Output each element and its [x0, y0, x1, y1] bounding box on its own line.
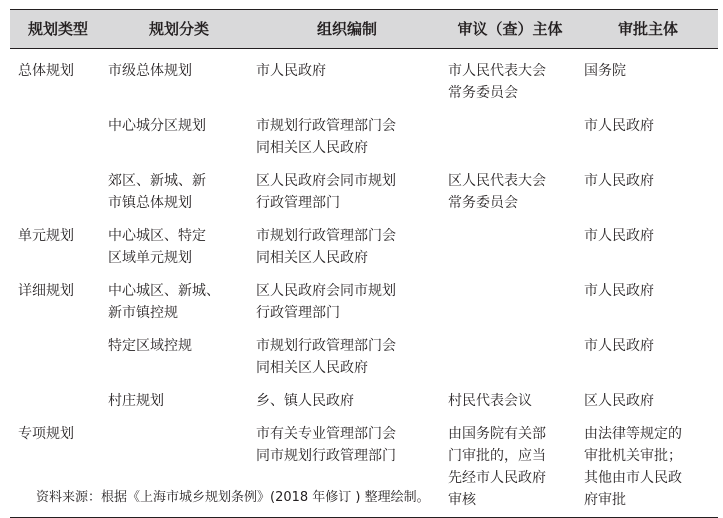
cell-review-body	[442, 324, 578, 379]
table-row	[10, 104, 718, 159]
cell-review-body: 由国务院有关部 门审批的，应当 先经市人民政府 审核	[442, 412, 578, 518]
source-note: 资料来源：根据《上海市城乡规划条例》(2018 年修订 ) 整理绘制。	[36, 490, 430, 505]
cell-organizer: 区人民政府会同市规划 行政管理部门	[256, 173, 396, 211]
cell-approval-body: 市人民政府	[584, 228, 654, 244]
cell-planning-category: 中心城区、新城、 新市镇控规	[108, 283, 220, 321]
cell-planning-type	[10, 379, 106, 412]
cell-approval-body: 市人民政府	[584, 283, 654, 299]
table-row	[10, 379, 718, 412]
cell-approval-body: 市人民政府	[584, 338, 654, 354]
cell-organizer: 市规划行政管理部门会 同相关区人民政府	[256, 228, 396, 266]
planning-table	[10, 9, 718, 518]
header-approval-body: 审批主体	[578, 10, 718, 49]
cell-organizer: 乡、镇人民政府	[256, 393, 354, 409]
cell-approval-body: 由法律等规定的 审批机关审批； 其他由市人民政 府审批	[578, 412, 718, 518]
cell-planning-category: 郊区、新城、新 市镇总体规划	[108, 173, 206, 211]
header-planning-type: 规划类型	[10, 10, 106, 49]
cell-approval-body: 市人民政府	[584, 173, 654, 189]
cell-review-body: 区人民代表大会 常务委员会	[448, 173, 546, 211]
cell-planning-category: 村庄规划	[108, 393, 164, 409]
table-row	[10, 159, 718, 214]
table-header-row	[10, 10, 718, 49]
header-organizer: 组织编制	[252, 10, 442, 49]
table-row	[10, 214, 718, 269]
cell-planning-category: 特定区域控规	[108, 338, 192, 354]
cell-organizer: 市规划行政管理部门会 同相关区人民政府	[256, 338, 396, 376]
cell-organizer: 市有关专业管理部门会 同市规划行政管理部门	[252, 412, 442, 518]
cell-planning-type	[10, 104, 106, 159]
cell-planning-type	[10, 159, 106, 214]
cell-review-body: 村民代表会议	[448, 393, 532, 409]
cell-organizer: 区人民政府会同市规划 行政管理部门	[256, 283, 396, 321]
cell-planning-type	[10, 324, 106, 379]
table-row	[10, 269, 718, 324]
cell-planning-type: 总体规划	[18, 63, 74, 79]
table-row	[10, 49, 718, 105]
cell-approval-body: 市人民政府	[584, 118, 654, 134]
cell-review-body: 市人民代表大会 常务委员会	[448, 63, 546, 101]
header-planning-category: 规划分类	[106, 10, 252, 49]
cell-approval-body: 国务院	[584, 63, 626, 79]
cell-organizer: 市人民政府	[256, 63, 326, 79]
cell-planning-category: 中心城分区规划	[108, 118, 206, 134]
cell-planning-type: 单元规划	[18, 228, 74, 244]
cell-organizer: 市规划行政管理部门会 同相关区人民政府	[256, 118, 396, 156]
cell-approval-body: 区人民政府	[584, 393, 654, 409]
cell-planning-category: 中心城区、特定 区域单元规划	[108, 228, 206, 266]
cell-planning-type: 专项规划	[10, 412, 106, 518]
cell-review-body	[442, 104, 578, 159]
cell-review-body	[442, 214, 578, 269]
table-row	[10, 324, 718, 379]
cell-planning-category: 市级总体规划	[108, 63, 192, 79]
header-review-body: 审议（查）主体	[442, 10, 578, 49]
cell-planning-type: 详细规划	[18, 283, 74, 299]
cell-review-body	[442, 269, 578, 324]
